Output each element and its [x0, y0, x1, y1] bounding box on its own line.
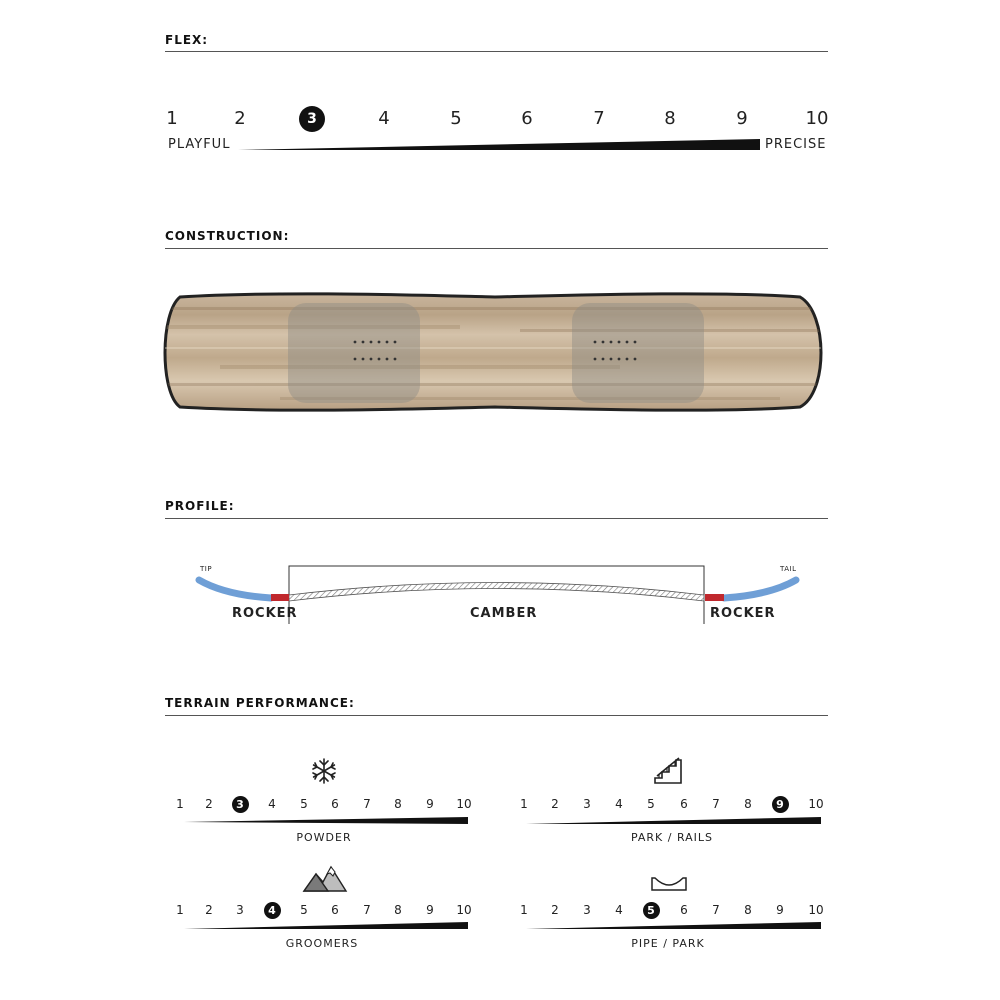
pipe-park-value-3: 3: [583, 903, 591, 917]
pipe-park-value-4: 4: [615, 903, 623, 917]
flex-value-5: 5: [450, 108, 462, 129]
powder-value-8: 8: [394, 797, 402, 811]
profile-camber-label: CAMBER: [470, 606, 538, 621]
flex-value-4: 4: [378, 108, 390, 129]
pipe-park-label: PIPE / PARK: [631, 937, 705, 950]
pipe-park-value-2: 2: [551, 903, 559, 917]
powder-value-1: 1: [176, 797, 184, 811]
pipe-park-wedge: [526, 922, 821, 929]
pipe-park-value-1: 1: [520, 903, 528, 917]
pipe-park-value-6: 6: [680, 903, 688, 917]
profile-tail-label: TAIL: [780, 565, 797, 573]
park-rails-value-6: 6: [680, 797, 688, 811]
powder-wedge: [184, 817, 468, 824]
flex-value-10: 10: [805, 108, 829, 129]
powder-value-5: 5: [300, 797, 308, 811]
flex-left-label: PLAYFUL: [168, 137, 231, 152]
groomers-label: GROOMERS: [285, 937, 359, 950]
profile-title: PROFILE:: [165, 499, 235, 513]
groomers-value-7: 7: [363, 903, 371, 917]
powder-value-10: 10: [456, 797, 472, 811]
park-rails-label: PARK / RAILS: [630, 831, 714, 844]
powder-value-3: 3: [236, 798, 244, 811]
flex-value-9: 9: [736, 108, 748, 129]
flex-right-label: PRECISE: [765, 137, 827, 152]
profile-rocker-right-label: ROCKER: [710, 606, 776, 621]
groomers-value-3: 3: [236, 903, 244, 917]
groomers-value-5: 5: [300, 903, 308, 917]
flex-value-3: 3: [307, 111, 317, 127]
flex-value-8: 8: [664, 108, 676, 129]
powder-value-2: 2: [205, 797, 213, 811]
park-rails-value-9: 9: [776, 798, 784, 811]
pipe-park-value-5: 5: [647, 904, 655, 917]
park-rails-value-2: 2: [551, 797, 559, 811]
profile-rocker-left-label: ROCKER: [232, 606, 298, 621]
groomers-value-8: 8: [394, 903, 402, 917]
pipe-park-value-10: 10: [808, 903, 824, 917]
powder-value-4: 4: [268, 797, 276, 811]
flex-value-7: 7: [593, 108, 605, 129]
profile-tip-label: TIP: [200, 565, 213, 573]
groomers-value-4: 4: [268, 904, 276, 917]
park-rails-value-4: 4: [615, 797, 623, 811]
groomers-value-9: 9: [426, 903, 434, 917]
park-rails-value-3: 3: [583, 797, 591, 811]
groomers-value-6: 6: [331, 903, 339, 917]
park-rails-value-8: 8: [744, 797, 752, 811]
powder-value-6: 6: [331, 797, 339, 811]
powder-value-9: 9: [426, 797, 434, 811]
flex-title: FLEX:: [165, 33, 209, 47]
pipe-park-value-7: 7: [712, 903, 720, 917]
flex-value-2: 2: [234, 108, 246, 129]
park-rails-value-5: 5: [647, 797, 655, 811]
groomers-value-1: 1: [176, 903, 184, 917]
park-rails-value-1: 1: [520, 797, 528, 811]
groomers-value-2: 2: [205, 903, 213, 917]
powder-value-7: 7: [363, 797, 371, 811]
flex-value-6: 6: [521, 108, 533, 129]
park-rails-wedge: [526, 817, 821, 824]
flex-value-1: 1: [166, 108, 178, 129]
groomers-value-10: 10: [456, 903, 472, 917]
pipe-park-value-9: 9: [776, 903, 784, 917]
groomers-wedge: [184, 922, 468, 929]
pipe-park-value-8: 8: [744, 903, 752, 917]
park-rails-value-7: 7: [712, 797, 720, 811]
construction-title: CONSTRUCTION:: [165, 229, 290, 243]
park-rails-value-10: 10: [808, 797, 824, 811]
terrain-title: TERRAIN PERFORMANCE:: [165, 696, 355, 710]
powder-label: POWDER: [296, 831, 352, 844]
